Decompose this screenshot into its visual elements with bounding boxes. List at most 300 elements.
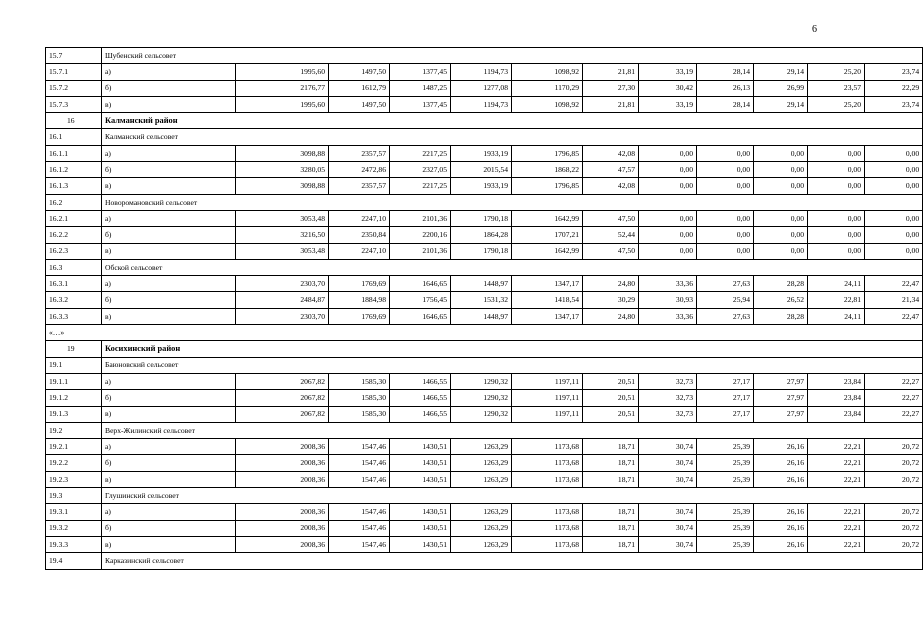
value-cell: 32,73 — [639, 373, 697, 389]
value-cell: 21,34 — [865, 292, 923, 308]
value-cell: 29,14 — [754, 96, 808, 112]
value-cell: 0,00 — [865, 227, 923, 243]
value-cell: 2350,84 — [329, 227, 390, 243]
value-cell: 1194,73 — [451, 96, 512, 112]
row-variant: в) — [102, 536, 236, 552]
value-cell: 27,30 — [583, 80, 639, 96]
value-cell: 2008,36 — [236, 520, 329, 536]
value-cell: 25,39 — [697, 504, 754, 520]
section-row — [46, 194, 923, 210]
value-cell: 28,28 — [754, 276, 808, 292]
value-cell: 22,21 — [808, 439, 865, 455]
value-cell: 3053,48 — [236, 243, 329, 259]
value-cell: 28,28 — [754, 308, 808, 324]
row-code: 19.3.2 — [46, 520, 102, 536]
value-cell: 2217,25 — [390, 145, 451, 161]
value-cell: 0,00 — [865, 243, 923, 259]
value-cell: 30,74 — [639, 471, 697, 487]
table-row — [46, 210, 923, 226]
section-name: Карказинский сельсовет — [102, 553, 923, 569]
value-cell: 1430,51 — [390, 520, 451, 536]
value-cell: 1790,18 — [451, 243, 512, 259]
value-cell: 1864,28 — [451, 227, 512, 243]
value-cell: 25,20 — [808, 64, 865, 80]
section-row — [46, 357, 923, 373]
row-code: 16.2.2 — [46, 227, 102, 243]
value-cell: 1197,11 — [512, 373, 583, 389]
value-cell: 2200,16 — [390, 227, 451, 243]
value-cell: 20,72 — [865, 520, 923, 536]
section-name: Новоромановский сельсовет — [102, 194, 923, 210]
value-cell: 1995,60 — [236, 64, 329, 80]
value-cell: 30,74 — [639, 439, 697, 455]
value-cell: 1098,92 — [512, 96, 583, 112]
row-variant: в) — [102, 243, 236, 259]
row-code: 19.2.2 — [46, 455, 102, 471]
value-cell: 0,00 — [697, 243, 754, 259]
value-cell: 2015,54 — [451, 162, 512, 178]
value-cell: 1796,85 — [512, 178, 583, 194]
value-cell: 2303,70 — [236, 308, 329, 324]
table-body — [46, 48, 923, 570]
value-cell: 47,50 — [583, 210, 639, 226]
value-cell: 0,00 — [754, 210, 808, 226]
value-cell: 0,00 — [697, 210, 754, 226]
value-cell: 42,08 — [583, 178, 639, 194]
value-cell: 0,00 — [697, 162, 754, 178]
value-cell: 47,57 — [583, 162, 639, 178]
value-cell: 23,74 — [865, 64, 923, 80]
row-code: 19.1.2 — [46, 390, 102, 406]
value-cell: 2008,36 — [236, 536, 329, 552]
value-cell: 1430,51 — [390, 536, 451, 552]
row-code: 16.3 — [46, 259, 102, 275]
value-cell: 1194,73 — [451, 64, 512, 80]
row-variant: б) — [102, 162, 236, 178]
value-cell: 3216,50 — [236, 227, 329, 243]
value-cell: 26,13 — [697, 80, 754, 96]
value-cell: 30,29 — [583, 292, 639, 308]
value-cell: 25,39 — [697, 520, 754, 536]
value-cell: 25,20 — [808, 96, 865, 112]
value-cell: 1197,11 — [512, 406, 583, 422]
value-cell: 0,00 — [639, 210, 697, 226]
value-cell: 25,39 — [697, 455, 754, 471]
value-cell: 18,71 — [583, 455, 639, 471]
value-cell: 1497,50 — [329, 96, 390, 112]
value-cell: 18,71 — [583, 504, 639, 520]
value-cell: 25,94 — [697, 292, 754, 308]
row-variant: в) — [102, 96, 236, 112]
value-cell: 23,84 — [808, 373, 865, 389]
table-row — [46, 227, 923, 243]
value-cell: 26,16 — [754, 471, 808, 487]
value-cell: 23,84 — [808, 390, 865, 406]
value-cell: 23,57 — [808, 80, 865, 96]
value-cell: 1547,46 — [329, 471, 390, 487]
row-variant: в) — [102, 178, 236, 194]
value-cell: 1790,18 — [451, 210, 512, 226]
table-row — [46, 162, 923, 178]
value-cell: 18,71 — [583, 520, 639, 536]
value-cell: 3053,48 — [236, 210, 329, 226]
value-cell: 24,80 — [583, 276, 639, 292]
value-cell: 0,00 — [639, 162, 697, 178]
value-cell: 0,00 — [697, 227, 754, 243]
value-cell: 1173,68 — [512, 536, 583, 552]
row-code: 19.3 — [46, 488, 102, 504]
value-cell: 27,17 — [697, 406, 754, 422]
row-code: 19.2.1 — [46, 439, 102, 455]
row-variant: а) — [102, 64, 236, 80]
value-cell: 20,72 — [865, 504, 923, 520]
value-cell: 2327,05 — [390, 162, 451, 178]
table-row — [46, 406, 923, 422]
district-heading-row — [46, 341, 923, 357]
value-cell: 1263,29 — [451, 471, 512, 487]
value-cell: 0,00 — [697, 178, 754, 194]
value-cell: 1547,46 — [329, 504, 390, 520]
value-cell: 22,21 — [808, 471, 865, 487]
value-cell: 2247,10 — [329, 210, 390, 226]
section-row — [46, 488, 923, 504]
table-row — [46, 64, 923, 80]
value-cell: 1418,54 — [512, 292, 583, 308]
value-cell: 1173,68 — [512, 471, 583, 487]
value-cell: 23,74 — [865, 96, 923, 112]
ellipsis-row — [46, 325, 923, 341]
value-cell: 1277,08 — [451, 80, 512, 96]
value-cell: 2247,10 — [329, 243, 390, 259]
value-cell: 25,39 — [697, 471, 754, 487]
ellipsis-mark: «…» — [46, 325, 923, 341]
district-name: Калманский район — [102, 113, 923, 129]
value-cell: 1263,29 — [451, 504, 512, 520]
value-cell: 2008,36 — [236, 471, 329, 487]
table-row — [46, 292, 923, 308]
value-cell: 2008,36 — [236, 455, 329, 471]
row-code: 19.1.3 — [46, 406, 102, 422]
value-cell: 3098,88 — [236, 145, 329, 161]
value-cell: 0,00 — [697, 145, 754, 161]
value-cell: 25,39 — [697, 536, 754, 552]
value-cell: 30,93 — [639, 292, 697, 308]
table-row — [46, 80, 923, 96]
value-cell: 47,50 — [583, 243, 639, 259]
value-cell: 2357,57 — [329, 178, 390, 194]
table-row — [46, 455, 923, 471]
row-variant: б) — [102, 520, 236, 536]
value-cell: 32,73 — [639, 406, 697, 422]
value-cell: 27,63 — [697, 276, 754, 292]
row-code: 19.3.1 — [46, 504, 102, 520]
row-code: 16.2 — [46, 194, 102, 210]
value-cell: 18,71 — [583, 439, 639, 455]
value-cell: 1646,65 — [390, 308, 451, 324]
value-cell: 22,81 — [808, 292, 865, 308]
value-cell: 24,80 — [583, 308, 639, 324]
value-cell: 1769,69 — [329, 308, 390, 324]
value-cell: 1170,29 — [512, 80, 583, 96]
value-cell: 1868,22 — [512, 162, 583, 178]
value-cell: 20,72 — [865, 439, 923, 455]
value-cell: 0,00 — [808, 243, 865, 259]
value-cell: 2067,82 — [236, 406, 329, 422]
table-row — [46, 96, 923, 112]
section-name: Обской сельсовет — [102, 259, 923, 275]
row-code: 16.3.3 — [46, 308, 102, 324]
value-cell: 27,97 — [754, 373, 808, 389]
value-cell: 22,29 — [865, 80, 923, 96]
value-cell: 1487,25 — [390, 80, 451, 96]
value-cell: 1290,32 — [451, 373, 512, 389]
section-name: Шубенский сельсовет — [102, 48, 923, 64]
row-code: 15.7.1 — [46, 64, 102, 80]
value-cell: 2303,70 — [236, 276, 329, 292]
value-cell: 18,71 — [583, 471, 639, 487]
table-row — [46, 243, 923, 259]
value-cell: 18,71 — [583, 536, 639, 552]
value-cell: 20,51 — [583, 390, 639, 406]
value-cell: 2357,57 — [329, 145, 390, 161]
table-row — [46, 439, 923, 455]
value-cell: 2176,77 — [236, 80, 329, 96]
section-row — [46, 553, 923, 569]
value-cell: 1173,68 — [512, 504, 583, 520]
value-cell: 33,19 — [639, 96, 697, 112]
value-cell: 1098,92 — [512, 64, 583, 80]
value-cell: 1547,46 — [329, 520, 390, 536]
row-code: 16.1 — [46, 129, 102, 145]
row-variant: а) — [102, 210, 236, 226]
value-cell: 1173,68 — [512, 439, 583, 455]
row-variant: в) — [102, 308, 236, 324]
value-cell: 1466,55 — [390, 406, 451, 422]
value-cell: 26,52 — [754, 292, 808, 308]
value-cell: 22,27 — [865, 406, 923, 422]
value-cell: 1995,60 — [236, 96, 329, 112]
value-cell: 27,17 — [697, 390, 754, 406]
table-row — [46, 520, 923, 536]
section-row — [46, 422, 923, 438]
value-cell: 0,00 — [808, 162, 865, 178]
value-cell: 2101,36 — [390, 210, 451, 226]
value-cell: 2008,36 — [236, 504, 329, 520]
row-variant: б) — [102, 455, 236, 471]
value-cell: 0,00 — [639, 243, 697, 259]
value-cell: 0,00 — [808, 178, 865, 194]
value-cell: 23,84 — [808, 406, 865, 422]
value-cell: 20,72 — [865, 536, 923, 552]
value-cell: 2472,86 — [329, 162, 390, 178]
value-cell: 33,36 — [639, 308, 697, 324]
value-cell: 1466,55 — [390, 390, 451, 406]
value-cell: 22,21 — [808, 520, 865, 536]
value-cell: 33,19 — [639, 64, 697, 80]
value-cell: 1173,68 — [512, 455, 583, 471]
row-variant: б) — [102, 80, 236, 96]
value-cell: 22,21 — [808, 536, 865, 552]
value-cell: 20,51 — [583, 406, 639, 422]
row-code: 16.3.2 — [46, 292, 102, 308]
value-cell: 25,39 — [697, 439, 754, 455]
value-cell: 1173,68 — [512, 520, 583, 536]
value-cell: 1585,30 — [329, 406, 390, 422]
value-cell: 30,74 — [639, 520, 697, 536]
table-row — [46, 276, 923, 292]
value-cell: 1448,97 — [451, 276, 512, 292]
value-cell: 1531,32 — [451, 292, 512, 308]
value-cell: 0,00 — [865, 178, 923, 194]
value-cell: 1933,19 — [451, 145, 512, 161]
value-cell: 1466,55 — [390, 373, 451, 389]
value-cell: 0,00 — [865, 210, 923, 226]
value-cell: 26,16 — [754, 455, 808, 471]
value-cell: 26,99 — [754, 80, 808, 96]
value-cell: 27,63 — [697, 308, 754, 324]
table-row — [46, 178, 923, 194]
value-cell: 1642,99 — [512, 243, 583, 259]
table-row — [46, 536, 923, 552]
value-cell: 26,16 — [754, 536, 808, 552]
value-cell: 1547,46 — [329, 455, 390, 471]
value-cell: 1430,51 — [390, 439, 451, 455]
value-cell: 1448,97 — [451, 308, 512, 324]
value-cell: 30,42 — [639, 80, 697, 96]
value-cell: 24,11 — [808, 276, 865, 292]
value-cell: 22,47 — [865, 308, 923, 324]
value-cell: 22,21 — [808, 455, 865, 471]
value-cell: 1347,17 — [512, 276, 583, 292]
value-cell: 28,14 — [697, 96, 754, 112]
section-name: Верх-Жилинский сельсовет — [102, 422, 923, 438]
row-variant: б) — [102, 292, 236, 308]
value-cell: 1707,21 — [512, 227, 583, 243]
value-cell: 30,74 — [639, 504, 697, 520]
table-row — [46, 390, 923, 406]
value-cell: 1430,51 — [390, 455, 451, 471]
row-variant: б) — [102, 390, 236, 406]
value-cell: 0,00 — [639, 227, 697, 243]
value-cell: 22,47 — [865, 276, 923, 292]
row-code: 15.7.2 — [46, 80, 102, 96]
value-cell: 0,00 — [865, 145, 923, 161]
value-cell: 20,72 — [865, 471, 923, 487]
value-cell: 1756,45 — [390, 292, 451, 308]
row-code: 15.7 — [46, 48, 102, 64]
value-cell: 20,51 — [583, 373, 639, 389]
value-cell: 2008,36 — [236, 439, 329, 455]
value-cell: 2101,36 — [390, 243, 451, 259]
value-cell: 3098,88 — [236, 178, 329, 194]
value-cell: 1377,45 — [390, 96, 451, 112]
row-variant: а) — [102, 145, 236, 161]
value-cell: 1612,79 — [329, 80, 390, 96]
row-variant: а) — [102, 504, 236, 520]
value-cell: 1263,29 — [451, 520, 512, 536]
district-heading-row — [46, 113, 923, 129]
value-cell: 0,00 — [754, 178, 808, 194]
row-code: 19.1 — [46, 357, 102, 373]
row-variant: а) — [102, 373, 236, 389]
value-cell: 1585,30 — [329, 390, 390, 406]
value-cell: 0,00 — [754, 227, 808, 243]
section-name: Калманский сельсовет — [102, 129, 923, 145]
row-code: 19.2.3 — [46, 471, 102, 487]
row-code: 16.2.3 — [46, 243, 102, 259]
value-cell: 20,72 — [865, 455, 923, 471]
row-code: 16.2.1 — [46, 210, 102, 226]
section-name: Глушинский сельсовет — [102, 488, 923, 504]
row-code: 19.2 — [46, 422, 102, 438]
row-code: 16.1.1 — [46, 145, 102, 161]
value-cell: 1263,29 — [451, 455, 512, 471]
row-variant: а) — [102, 276, 236, 292]
row-variant: в) — [102, 406, 236, 422]
section-name: Баюновский сельсовет — [102, 357, 923, 373]
value-cell: 1884,98 — [329, 292, 390, 308]
value-cell: 30,74 — [639, 455, 697, 471]
row-variant: б) — [102, 227, 236, 243]
value-cell: 3280,05 — [236, 162, 329, 178]
value-cell: 29,14 — [754, 64, 808, 80]
value-cell: 2067,82 — [236, 373, 329, 389]
value-cell: 26,16 — [754, 439, 808, 455]
value-cell: 28,14 — [697, 64, 754, 80]
value-cell: 0,00 — [865, 162, 923, 178]
table-row — [46, 373, 923, 389]
value-cell: 30,74 — [639, 536, 697, 552]
value-cell: 1933,19 — [451, 178, 512, 194]
value-cell: 2484,87 — [236, 292, 329, 308]
value-cell: 21,81 — [583, 96, 639, 112]
section-row — [46, 48, 923, 64]
value-cell: 1547,46 — [329, 536, 390, 552]
value-cell: 0,00 — [754, 162, 808, 178]
value-cell: 1290,32 — [451, 406, 512, 422]
value-cell: 2217,25 — [390, 178, 451, 194]
value-cell: 0,00 — [754, 243, 808, 259]
tariff-table — [45, 47, 923, 570]
value-cell: 1547,46 — [329, 439, 390, 455]
row-code: 19.4 — [46, 553, 102, 569]
value-cell: 0,00 — [754, 145, 808, 161]
value-cell: 1642,99 — [512, 210, 583, 226]
value-cell: 21,81 — [583, 64, 639, 80]
row-variant: в) — [102, 471, 236, 487]
table-row — [46, 308, 923, 324]
section-row — [46, 259, 923, 275]
value-cell: 0,00 — [808, 210, 865, 226]
value-cell: 0,00 — [639, 178, 697, 194]
value-cell: 1796,85 — [512, 145, 583, 161]
row-code: 19.3.3 — [46, 536, 102, 552]
row-code: 16.1.3 — [46, 178, 102, 194]
value-cell: 27,97 — [754, 390, 808, 406]
value-cell: 33,36 — [639, 276, 697, 292]
row-code: 19.1.1 — [46, 373, 102, 389]
value-cell: 42,08 — [583, 145, 639, 161]
row-code: 19 — [46, 341, 102, 357]
table-row — [46, 145, 923, 161]
value-cell: 32,73 — [639, 390, 697, 406]
value-cell: 0,00 — [639, 145, 697, 161]
value-cell: 22,27 — [865, 390, 923, 406]
table-row — [46, 504, 923, 520]
value-cell: 26,16 — [754, 504, 808, 520]
table-row — [46, 471, 923, 487]
value-cell: 1263,29 — [451, 439, 512, 455]
